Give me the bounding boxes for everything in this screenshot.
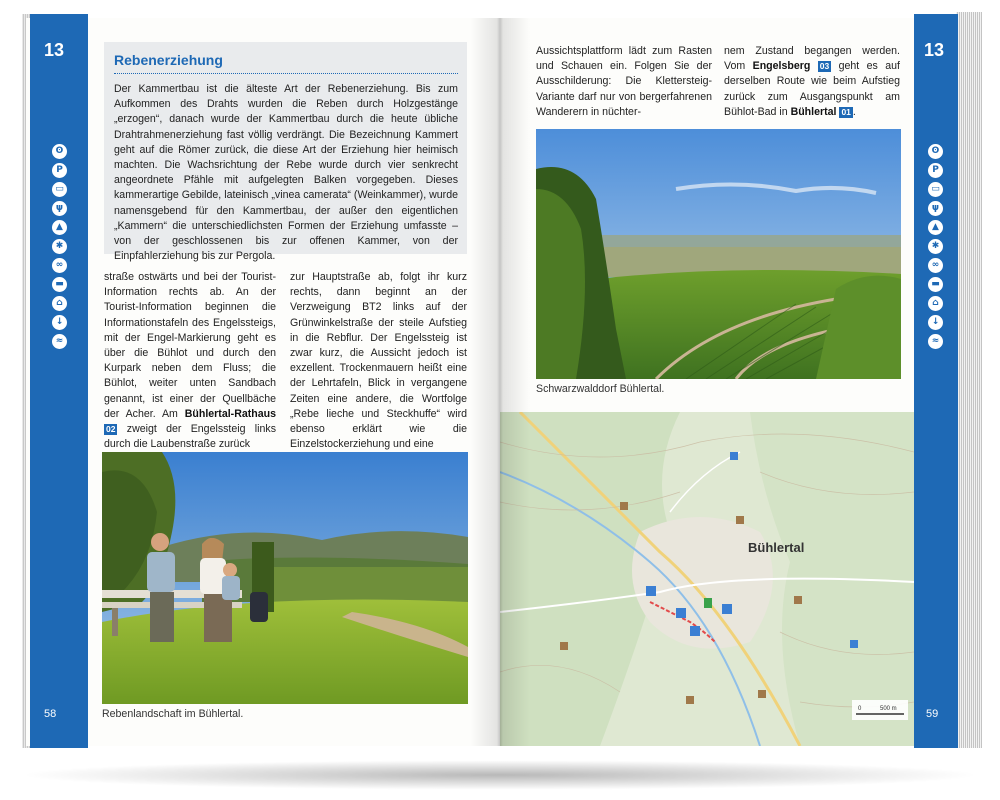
bus-icon: ▭ xyxy=(52,182,67,197)
swim-icon: ≈ xyxy=(52,334,67,349)
right-column-1 xyxy=(536,44,712,120)
train-icon: ▬ xyxy=(52,277,67,292)
train-icon: ▬ xyxy=(928,277,943,292)
left-chapter-band xyxy=(30,14,88,748)
map-place-label: Bühlertal xyxy=(748,540,805,555)
waypoint-badge: 03 xyxy=(819,61,830,72)
activity-icons-left xyxy=(52,144,67,349)
building-icon: ⌂ xyxy=(52,296,67,311)
book-shadow xyxy=(18,760,982,790)
parking-icon: P xyxy=(928,163,943,178)
bear-icon: ʘ xyxy=(52,144,67,159)
waypoint-badge: 02 xyxy=(106,424,116,435)
info-box-text: Der Kammertbau ist die älteste Art der Rebenerziehung. Bis zum Aufkommen des Drahts wurden die Reben durch Holzgestänge „erzogen“, danach wurde der Kammertbau durch die heute übliche Drahtrahmenerziehung fast völlig verdrängt. Die Bezeichnung Kammert geht auf die Römer zurück, die diese Art der Erziehung hier heimisch machten. Die Wachsrichtung der Rebe wurde durch vier senkrecht angeordnete Pfähle mit aufgelegten Balken vorgegeben. Dieses kammerartige Gebilde, lateinisch „vinea camerata“ (Weinkammer), wurde namensgebend für den Kammertbau, der außer den eigentlichen „Kammern“ die unterschiedlichsten Formen der Erziehung umfasste – von der geschlossenen bis zur offenen Kammer, von der Einpfahlerziehung bis zur Pergola. xyxy=(114,83,458,263)
place-name: Engelsberg xyxy=(752,60,811,73)
bear-icon: ʘ xyxy=(928,144,943,159)
snowflake-icon: ✱ xyxy=(928,239,943,254)
download-icon: ↓ xyxy=(928,315,943,330)
snowflake-icon: ✱ xyxy=(52,239,67,254)
body-text: Aussichtsplattform lädt zum Rasten und Schauen ein. Folgen Sie der Ausschilderung: Die Klettersteig-Variante darf nur von bergerfahrenen Wanderern in nüchter- xyxy=(536,45,712,118)
place-name: Bühlertal xyxy=(790,105,837,118)
chapter-number: 13 xyxy=(924,40,945,60)
activity-icons-right xyxy=(928,144,943,349)
info-box xyxy=(104,42,467,263)
left-photo-caption: Rebenlandschaft im Bühlertal. xyxy=(102,708,244,720)
bike-icon: ∞ xyxy=(928,258,943,273)
page-number: 59 xyxy=(926,708,939,720)
map-scale-label: 500 m xyxy=(880,706,897,712)
restaurant-icon: ψ xyxy=(52,201,67,216)
body-text: zweigt der Engelssteig links durch die Laubenstraße zurück xyxy=(104,423,276,451)
page-edges-right xyxy=(956,12,982,748)
building-icon: ⌂ xyxy=(928,296,943,311)
parking-icon: P xyxy=(52,163,67,178)
route-map[interactable] xyxy=(500,412,914,746)
bike-icon: ∞ xyxy=(52,258,67,273)
mountain-icon: ▲ xyxy=(928,220,943,235)
restaurant-icon: ψ xyxy=(928,201,943,216)
body-text: geht es auf derselben Route wie beim Aufstieg zurück zum Ausgangspunkt am Bühlot-Bad in xyxy=(724,60,900,118)
page-number: 58 xyxy=(44,708,57,720)
map-scale-zero: 0 xyxy=(858,706,862,712)
left-column-2 xyxy=(290,270,467,452)
right-photo-caption: Schwarzwalddorf Bühlertal. xyxy=(536,383,665,395)
body-text: nem Zustand begangen werden. Vom xyxy=(724,45,900,73)
chapter-number: 13 xyxy=(44,40,65,60)
mountain-icon: ▲ xyxy=(52,220,67,235)
body-text: zur Hauptstraße ab, folgt ihr kurz rechts, dann beginnt an der Verzweigung BT2 links auf der Grünwinkelstraße der steile Aufstieg in die Rebflur. Der Engelssteig ist zwar kurz, die Aussicht jedoch ist exzellent. Trockenmauern heißt eine der Lehrtafeln, Blick in vergangene Zeiten eine andere, die Wortfolge „Rebe lieche und Steckhuffe“ wird ebenso erklärt wie die Einzelstockerziehung und eine xyxy=(290,271,467,451)
info-box-rule xyxy=(114,73,458,74)
info-box-title: Rebenerziehung xyxy=(114,52,223,68)
right-chapter-band xyxy=(914,14,958,748)
download-icon: ↓ xyxy=(52,315,67,330)
village-vineyard-photo xyxy=(536,129,901,379)
body-text: . xyxy=(852,105,856,118)
waypoint-badge: 01 xyxy=(841,106,851,117)
body-text: straße ostwärts und bei der Tourist-Information rechts ab. An der Tourist-Information beginnen die Informationstafeln des Engelssteigs, mit der Engel-Markierung geht es über die Bühlot und durch den Kurpark neben dem Fluss; die Bühlot, weiter unten Sandbach genannt, ist einer der Quellbäche der Acher. Am xyxy=(104,271,276,420)
swim-icon: ≈ xyxy=(928,334,943,349)
place-name: Bühlertal-Rathaus xyxy=(184,407,276,420)
left-column-1 xyxy=(104,270,276,452)
right-column-2 xyxy=(724,44,900,120)
vineyard-family-photo xyxy=(102,452,468,704)
bus-icon: ▭ xyxy=(928,182,943,197)
